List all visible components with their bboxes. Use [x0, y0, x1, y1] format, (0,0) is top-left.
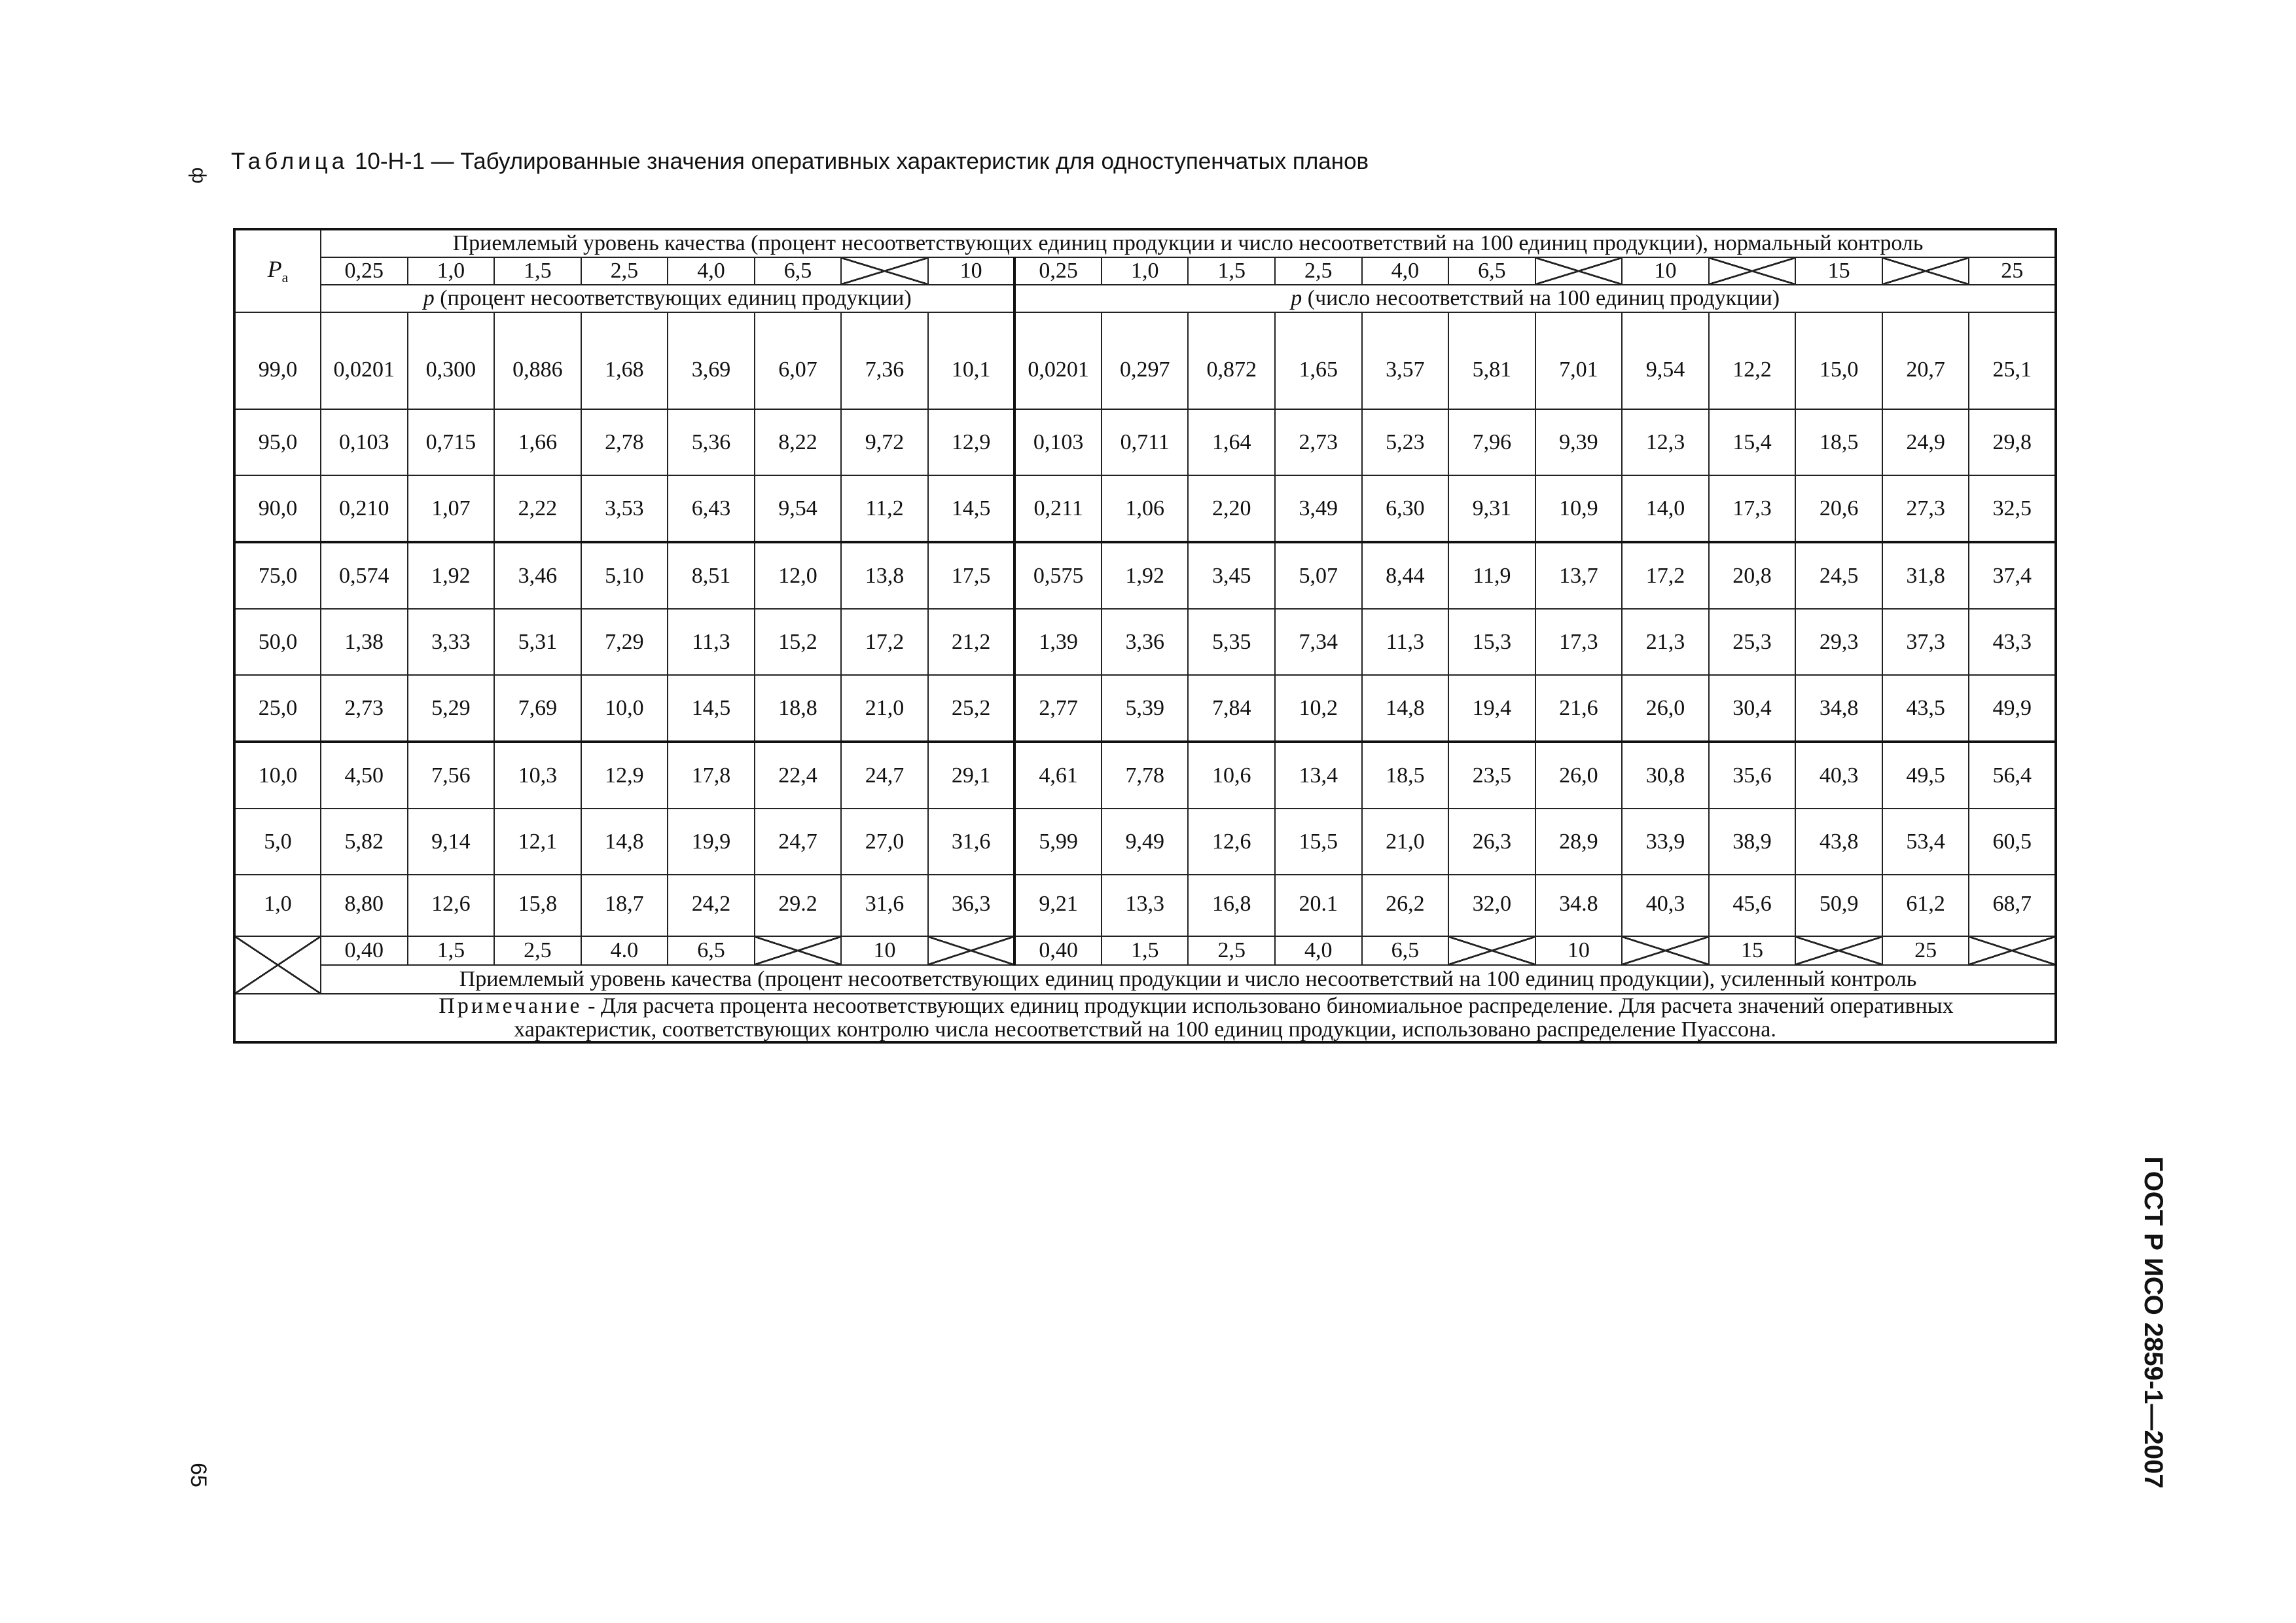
- aql-cell: 10: [1535, 936, 1623, 965]
- data-cell: 20.1: [1275, 875, 1362, 936]
- data-cell: 14,5: [928, 475, 1015, 542]
- data-cell: 5,81: [1448, 312, 1535, 409]
- tightened-aql-row: [234, 936, 2056, 965]
- data-cell: 56,4: [1969, 742, 2056, 809]
- data-cell: 7,34: [1275, 609, 1362, 675]
- data-cell: 7,01: [1535, 312, 1623, 409]
- data-cell: 14,8: [1362, 675, 1449, 742]
- data-cell: 13,7: [1535, 542, 1623, 609]
- data-cell: 1,39: [1014, 609, 1102, 675]
- data-cell: 0,715: [408, 409, 495, 475]
- data-cell: 2,20: [1188, 475, 1275, 542]
- data-cell: 13,4: [1275, 742, 1362, 809]
- aql-cell: 4,0: [668, 257, 755, 285]
- data-cell: 8,22: [755, 409, 842, 475]
- data-cell: 17,2: [841, 609, 928, 675]
- aql-cell: 1,0: [1102, 257, 1189, 285]
- data-cell: 1,64: [1188, 409, 1275, 475]
- pa-label: $P_a$: [267, 255, 289, 286]
- data-cell: 10,0: [581, 675, 668, 742]
- data-cell: 43,5: [1882, 675, 1969, 742]
- data-cell: 4,61: [1014, 742, 1102, 809]
- aql-cell: 15: [1795, 257, 1882, 285]
- data-cell: 61,2: [1882, 875, 1969, 936]
- tightened-control-header-row: [234, 965, 2056, 994]
- data-cell: 37,4: [1969, 542, 2056, 609]
- data-cell: 29,3: [1795, 609, 1882, 675]
- data-cell: 28,9: [1535, 809, 1623, 875]
- data-cell: 5,10: [581, 542, 668, 609]
- aql-cell: 2,5: [494, 936, 581, 965]
- data-cell: 15,5: [1275, 809, 1362, 875]
- table-row: [234, 542, 2056, 609]
- data-cell: 5,36: [668, 409, 755, 475]
- side-mark: ф: [188, 167, 209, 184]
- data-cell: 2,73: [321, 675, 408, 742]
- aql-cell: 1,5: [408, 936, 495, 965]
- aql-cell: 4.0: [581, 936, 668, 965]
- p-header-row: [234, 285, 2056, 312]
- pa-value: 90,0: [234, 475, 321, 542]
- data-cell: 21,6: [1535, 675, 1623, 742]
- aql-cell: 4,0: [1275, 936, 1362, 965]
- pa-value: 10,0: [234, 742, 321, 809]
- data-cell: 0,0201: [1014, 312, 1102, 409]
- data-cell: 20,7: [1882, 312, 1969, 409]
- aql-cell: 0,40: [1014, 936, 1102, 965]
- data-cell: 10,2: [1275, 675, 1362, 742]
- crossed-cell: [1969, 936, 2056, 965]
- data-cell: 17,2: [1622, 542, 1709, 609]
- data-cell: 12,9: [928, 409, 1015, 475]
- data-cell: 29,8: [1969, 409, 2056, 475]
- data-cell: 26,0: [1622, 675, 1709, 742]
- data-cell: 1,38: [321, 609, 408, 675]
- data-cell: 3,33: [408, 609, 495, 675]
- pa-value: 99,0: [234, 312, 321, 409]
- data-cell: 10,1: [928, 312, 1015, 409]
- data-cell: 0,103: [1014, 409, 1102, 475]
- data-cell: 18,8: [755, 675, 842, 742]
- data-cell: 32,0: [1448, 875, 1535, 936]
- data-cell: 0,0201: [321, 312, 408, 409]
- aql-cell: 0,25: [321, 257, 408, 285]
- data-cell: 21,3: [1622, 609, 1709, 675]
- data-cell: 15,2: [755, 609, 842, 675]
- data-cell: 7,78: [1102, 742, 1189, 809]
- data-cell: 29.2: [755, 875, 842, 936]
- data-cell: 12,9: [581, 742, 668, 809]
- data-cell: 9,31: [1448, 475, 1535, 542]
- pa-value: 25,0: [234, 675, 321, 742]
- note-label: Примечание: [439, 994, 583, 1018]
- data-cell: 31,8: [1882, 542, 1969, 609]
- data-cell: 34.8: [1535, 875, 1623, 936]
- crossed-cell: [755, 936, 842, 965]
- data-cell: 11,3: [1362, 609, 1449, 675]
- data-cell: 9,39: [1535, 409, 1623, 475]
- data-cell: 17,3: [1535, 609, 1623, 675]
- crossed-corner-cell: [234, 936, 321, 994]
- aql-cell: 25: [1969, 257, 2056, 285]
- data-cell: 12,6: [408, 875, 495, 936]
- data-cell: 0,300: [408, 312, 495, 409]
- data-cell: 22,4: [755, 742, 842, 809]
- data-cell: 13,3: [1102, 875, 1189, 936]
- data-cell: 30,4: [1709, 675, 1796, 742]
- data-cell: 11,3: [668, 609, 755, 675]
- data-cell: 17,3: [1709, 475, 1796, 542]
- data-cell: 50,9: [1795, 875, 1882, 936]
- data-cell: 7,36: [841, 312, 928, 409]
- data-cell: 19,4: [1448, 675, 1535, 742]
- p-count-header: p (число несоответствий на 100 единиц продукции): [1014, 285, 2056, 312]
- aql-cell: 2,5: [1275, 257, 1362, 285]
- data-cell: 60,5: [1969, 809, 2056, 875]
- normal-control-header: Приемлемый уровень качества (процент несоответствующих единиц продукции и число несоответствий на 100 единиц продукции), нормальный контроль: [321, 229, 2056, 257]
- data-cell: 21,2: [928, 609, 1015, 675]
- data-cell: 2,73: [1275, 409, 1362, 475]
- aql-cell: 2,5: [1188, 936, 1275, 965]
- data-cell: 0,575: [1014, 542, 1102, 609]
- aql-cell: 10: [1622, 257, 1709, 285]
- data-cell: 9,54: [755, 475, 842, 542]
- data-cell: 8,51: [668, 542, 755, 609]
- data-cell: 9,49: [1102, 809, 1189, 875]
- data-cell: 20,6: [1795, 475, 1882, 542]
- standard-code: ГОСТ Р ИСО 2859-1—2007: [2139, 1156, 2168, 1489]
- data-cell: 24,5: [1795, 542, 1882, 609]
- data-cell: 30,8: [1622, 742, 1709, 809]
- pa-value: 75,0: [234, 542, 321, 609]
- data-cell: 26,0: [1535, 742, 1623, 809]
- aql-cell: 0,25: [1014, 257, 1102, 285]
- table-row: [234, 875, 2056, 936]
- data-cell: 32,5: [1969, 475, 2056, 542]
- data-cell: 15,0: [1795, 312, 1882, 409]
- data-cell: 14,5: [668, 675, 755, 742]
- data-cell: 0,103: [321, 409, 408, 475]
- data-cell: 12,1: [494, 809, 581, 875]
- aql-cell: 1,0: [408, 257, 495, 285]
- data-cell: 5,31: [494, 609, 581, 675]
- crossed-cell: [841, 257, 928, 285]
- aql-cell: 25: [1882, 936, 1969, 965]
- aql-cell: 4,0: [1362, 257, 1449, 285]
- data-cell: 5,23: [1362, 409, 1449, 475]
- data-cell: 3,45: [1188, 542, 1275, 609]
- aql-cell: 6,5: [668, 936, 755, 965]
- data-cell: 31,6: [928, 809, 1015, 875]
- data-cell: 26,2: [1362, 875, 1449, 936]
- data-cell: 7,69: [494, 675, 581, 742]
- aql-cell: 1,5: [1102, 936, 1189, 965]
- data-cell: 3,49: [1275, 475, 1362, 542]
- data-cell: 8,44: [1362, 542, 1449, 609]
- aql-cell: 1,5: [494, 257, 581, 285]
- crossed-cell: [1795, 936, 1882, 965]
- data-cell: 7,29: [581, 609, 668, 675]
- data-cell: 15,3: [1448, 609, 1535, 675]
- data-cell: 7,96: [1448, 409, 1535, 475]
- data-cell: 24,9: [1882, 409, 1969, 475]
- crossed-cell: [1622, 936, 1709, 965]
- data-cell: 1,66: [494, 409, 581, 475]
- data-cell: 2,77: [1014, 675, 1102, 742]
- table-note: [234, 994, 2056, 1042]
- note-text-first: - Для расчета процента несоответствующих единиц продукции использовано биномиальное распределение. Для расчета значений оперативных: [582, 994, 1954, 1018]
- data-cell: 13,8: [841, 542, 928, 609]
- data-cell: 5,82: [321, 809, 408, 875]
- data-cell: 27,3: [1882, 475, 1969, 542]
- crossed-cell: [1882, 257, 1969, 285]
- note-row: [234, 994, 2056, 1042]
- data-cell: 38,9: [1709, 809, 1796, 875]
- data-cell: 1,92: [1102, 542, 1189, 609]
- data-cell: 14,8: [581, 809, 668, 875]
- data-cell: 10,6: [1188, 742, 1275, 809]
- data-cell: 0,574: [321, 542, 408, 609]
- data-cell: 45,6: [1709, 875, 1796, 936]
- data-cell: 23,5: [1448, 742, 1535, 809]
- data-cell: 12,0: [755, 542, 842, 609]
- data-cell: 0,211: [1014, 475, 1102, 542]
- data-cell: 0,297: [1102, 312, 1189, 409]
- data-cell: 9,72: [841, 409, 928, 475]
- caption-lead: Таблица: [231, 149, 349, 174]
- data-cell: 40,3: [1795, 742, 1882, 809]
- aql-cell: 10: [841, 936, 928, 965]
- data-cell: 1,65: [1275, 312, 1362, 409]
- data-cell: 9,54: [1622, 312, 1709, 409]
- note-text-rest: характеристик, соответствующих контролю числа несоответствий на 100 единиц продукции, использовано распределение Пуассона.: [514, 1017, 1776, 1042]
- table-row: [234, 475, 2056, 542]
- data-cell: 17,8: [668, 742, 755, 809]
- data-cell: 5,07: [1275, 542, 1362, 609]
- data-cell: 11,2: [841, 475, 928, 542]
- data-cell: 49,5: [1882, 742, 1969, 809]
- data-cell: 31,6: [841, 875, 928, 936]
- data-cell: 5,35: [1188, 609, 1275, 675]
- data-cell: 25,1: [1969, 312, 2056, 409]
- data-cell: 24,2: [668, 875, 755, 936]
- data-cell: 1,06: [1102, 475, 1189, 542]
- pa-value: 1,0: [234, 875, 321, 936]
- page-number: 65: [186, 1463, 211, 1487]
- data-cell: 25,2: [928, 675, 1015, 742]
- pa-value: 5,0: [234, 809, 321, 875]
- table-row: [234, 409, 2056, 475]
- table-row: [234, 312, 2056, 409]
- data-cell: 9,21: [1014, 875, 1102, 936]
- data-cell: 0,210: [321, 475, 408, 542]
- crossed-cell: [1709, 257, 1796, 285]
- data-cell: 14,0: [1622, 475, 1709, 542]
- data-cell: 9,14: [408, 809, 495, 875]
- data-cell: 25,3: [1709, 609, 1796, 675]
- data-cell: 15,8: [494, 875, 581, 936]
- data-cell: 3,46: [494, 542, 581, 609]
- data-cell: 4,50: [321, 742, 408, 809]
- data-cell: 68,7: [1969, 875, 2056, 936]
- data-cell: 33,9: [1622, 809, 1709, 875]
- data-cell: 26,3: [1448, 809, 1535, 875]
- data-cell: 43,3: [1969, 609, 2056, 675]
- data-cell: 12,3: [1622, 409, 1709, 475]
- data-cell: 6,07: [755, 312, 842, 409]
- data-cell: 19,9: [668, 809, 755, 875]
- table-caption: [231, 149, 1369, 175]
- caption-text: 10-Н-1 — Табулированные значения оперативных характеристик для одноступенчатых планов: [354, 149, 1369, 174]
- data-cell: 10,3: [494, 742, 581, 809]
- data-cell: 24,7: [755, 809, 842, 875]
- data-cell: 20,8: [1709, 542, 1796, 609]
- aql-cell: 6,5: [1448, 257, 1535, 285]
- data-cell: 12,2: [1709, 312, 1796, 409]
- data-cell: 10,9: [1535, 475, 1623, 542]
- data-cell: 18,5: [1362, 742, 1449, 809]
- normal-aql-row: [234, 257, 2056, 285]
- data-cell: 12,6: [1188, 809, 1275, 875]
- aql-cell: 0,40: [321, 936, 408, 965]
- table-row: [234, 609, 2056, 675]
- data-cell: 53,4: [1882, 809, 1969, 875]
- data-cell: 35,6: [1709, 742, 1796, 809]
- table-row: [234, 742, 2056, 809]
- data-cell: 34,8: [1795, 675, 1882, 742]
- aql-cell: 6,5: [755, 257, 842, 285]
- crossed-cell: [1535, 257, 1623, 285]
- data-cell: 3,69: [668, 312, 755, 409]
- aql-cell: 10: [928, 257, 1015, 285]
- crossed-cell: [1448, 936, 1535, 965]
- data-cell: 18,7: [581, 875, 668, 936]
- oc-table: [233, 228, 2057, 1044]
- pa-value: 50,0: [234, 609, 321, 675]
- data-cell: 7,56: [408, 742, 495, 809]
- data-cell: 3,36: [1102, 609, 1189, 675]
- data-cell: 0,872: [1188, 312, 1275, 409]
- aql-cell: 6,5: [1362, 936, 1449, 965]
- data-cell: 43,8: [1795, 809, 1882, 875]
- aql-cell: 1,5: [1188, 257, 1275, 285]
- header-row-top: [234, 229, 2056, 257]
- data-cell: 8,80: [321, 875, 408, 936]
- data-cell: 18,5: [1795, 409, 1882, 475]
- data-cell: 37,3: [1882, 609, 1969, 675]
- data-cell: 21,0: [841, 675, 928, 742]
- data-cell: 0,711: [1102, 409, 1189, 475]
- data-cell: 5,29: [408, 675, 495, 742]
- aql-cell: 2,5: [581, 257, 668, 285]
- data-cell: 40,3: [1622, 875, 1709, 936]
- data-cell: 6,30: [1362, 475, 1449, 542]
- aql-cell: 15: [1709, 936, 1796, 965]
- data-cell: 3,53: [581, 475, 668, 542]
- data-cell: 29,1: [928, 742, 1015, 809]
- data-cell: 15,4: [1709, 409, 1796, 475]
- crossed-cell: [928, 936, 1015, 965]
- data-cell: 24,7: [841, 742, 928, 809]
- data-cell: 36,3: [928, 875, 1015, 936]
- data-cell: 11,9: [1448, 542, 1535, 609]
- data-cell: 17,5: [928, 542, 1015, 609]
- data-cell: 2,22: [494, 475, 581, 542]
- table-row: [234, 675, 2056, 742]
- data-cell: 1,92: [408, 542, 495, 609]
- data-cell: 16,8: [1188, 875, 1275, 936]
- data-cell: 2,78: [581, 409, 668, 475]
- data-cell: 0,886: [494, 312, 581, 409]
- pa-header-cell: [234, 229, 321, 312]
- data-cell: 7,84: [1188, 675, 1275, 742]
- data-cell: 1,68: [581, 312, 668, 409]
- p-percent-header: p (процент несоответствующих единиц продукции): [321, 285, 1014, 312]
- tightened-control-header: Приемлемый уровень качества (процент несоответствующих единиц продукции и число несоответствий на 100 единиц продукции), усиленный контроль: [321, 965, 2056, 994]
- data-cell: 6,43: [668, 475, 755, 542]
- data-cell: 21,0: [1362, 809, 1449, 875]
- pa-value: 95,0: [234, 409, 321, 475]
- data-cell: 5,39: [1102, 675, 1189, 742]
- data-cell: 3,57: [1362, 312, 1449, 409]
- data-cell: 27,0: [841, 809, 928, 875]
- data-cell: 5,99: [1014, 809, 1102, 875]
- data-cell: 49,9: [1969, 675, 2056, 742]
- table-row: [234, 809, 2056, 875]
- data-cell: 1,07: [408, 475, 495, 542]
